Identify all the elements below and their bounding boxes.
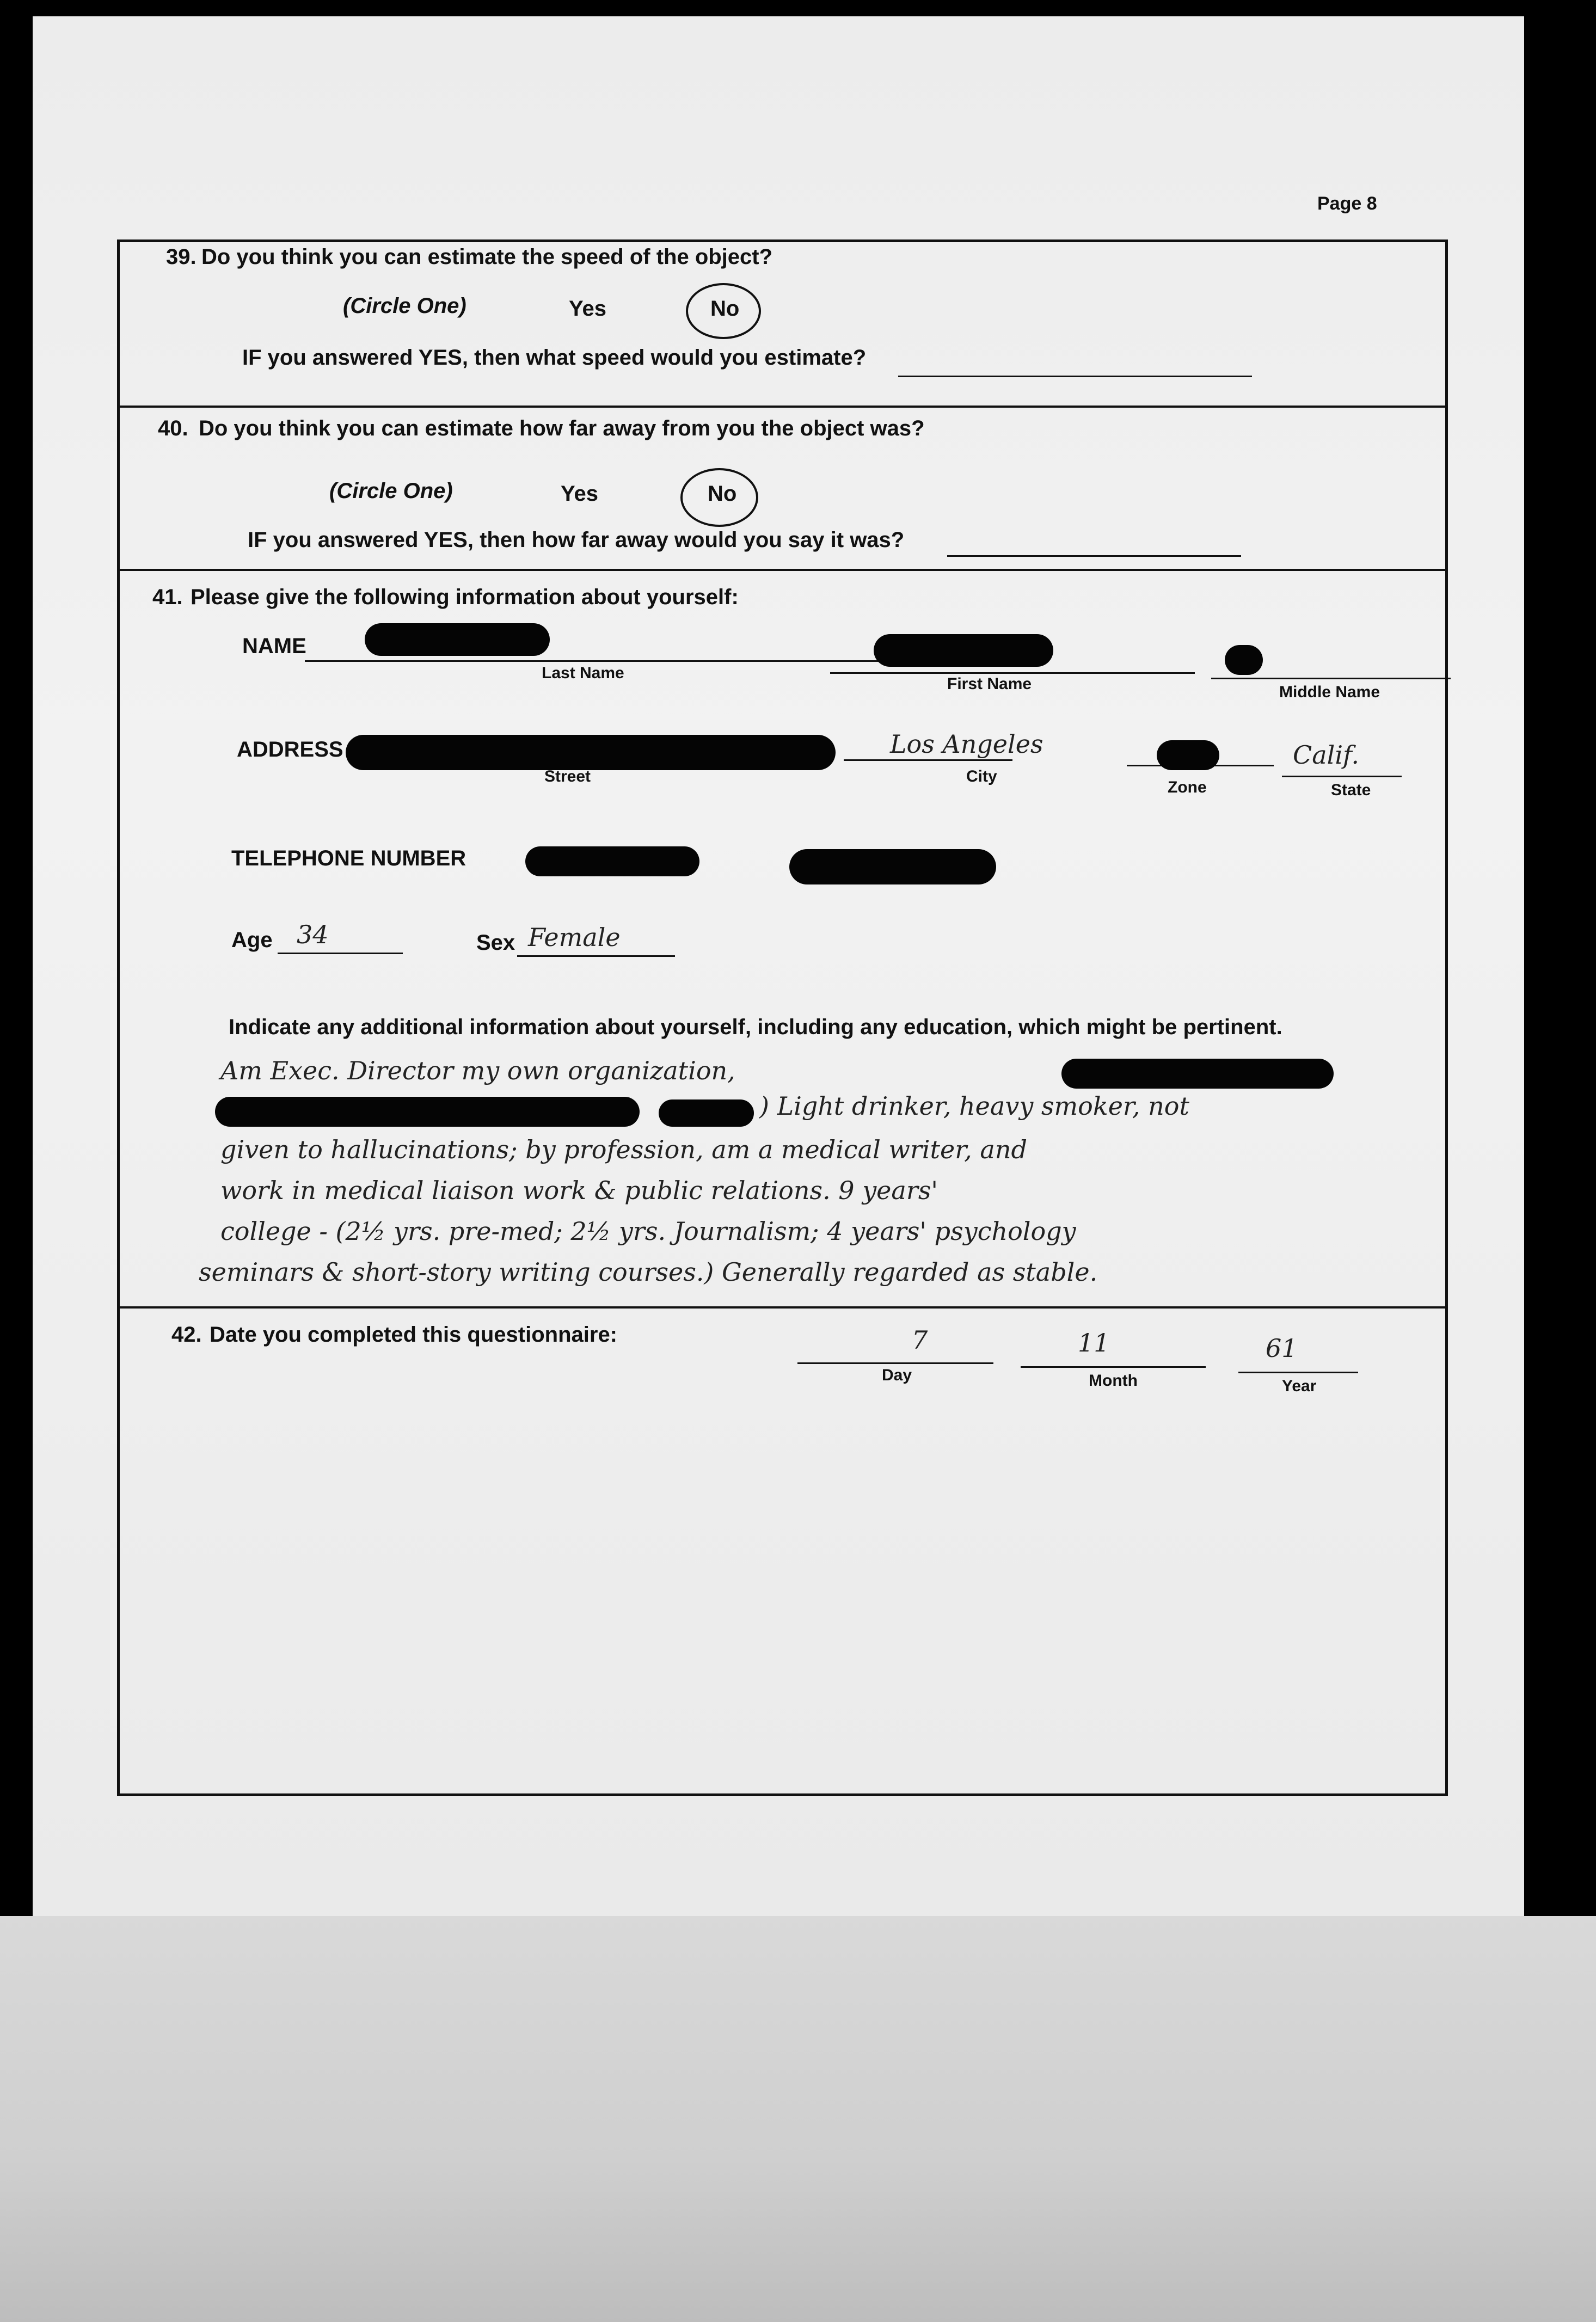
age-label: Age xyxy=(231,928,273,952)
q39-number: 39. xyxy=(166,245,197,269)
month-field[interactable] xyxy=(1021,1366,1206,1368)
q42-question: Date you completed this questionnaire: xyxy=(210,1323,618,1347)
background-sheet xyxy=(0,1916,1596,2322)
q39-question: Do you think you can estimate the speed of the object? xyxy=(201,245,773,269)
q39-circle-one: (Circle One) xyxy=(343,294,466,318)
zone-label: Zone xyxy=(1168,778,1207,796)
redaction-telephone-1 xyxy=(525,846,699,876)
sex-field[interactable] xyxy=(517,955,675,957)
name-label: NAME xyxy=(242,634,306,658)
first-name-field[interactable] xyxy=(830,672,1195,674)
q42-number: 42. xyxy=(171,1323,202,1347)
q40-circle-one: (Circle One) xyxy=(329,479,453,503)
last-name-field[interactable] xyxy=(305,660,914,662)
additional-info-label: Indicate any additional information about yourself, including any education, which might be pertinent. xyxy=(229,1015,1282,1039)
last-name-label: Last Name xyxy=(542,664,624,682)
divider-40-41 xyxy=(120,569,1445,571)
q40-followup: IF you answered YES, then how far away would you say it was? xyxy=(248,528,905,552)
state-value: Calif. xyxy=(1293,740,1360,770)
city-label: City xyxy=(966,767,997,785)
sex-label: Sex xyxy=(476,931,515,955)
year-value: 61 xyxy=(1266,1334,1298,1363)
middle-name-field[interactable] xyxy=(1211,678,1451,679)
additional-line-4: work in medical liaison work & public relations. 9 years' xyxy=(220,1176,938,1205)
month-label: Month xyxy=(1089,1372,1138,1390)
age-value: 34 xyxy=(297,920,329,949)
q41-question: Please give the following information about yourself: xyxy=(191,585,739,609)
q39-followup: IF you answered YES, then what speed would you estimate? xyxy=(242,346,867,370)
additional-line-6: seminars & short-story writing courses.) Generally regarded as stable. xyxy=(199,1257,1098,1287)
telephone-label: TELEPHONE NUMBER xyxy=(231,846,466,870)
state-field[interactable] xyxy=(1282,776,1402,777)
address-label: ADDRESS xyxy=(237,738,343,761)
city-field[interactable] xyxy=(844,759,1012,761)
street-label: Street xyxy=(544,767,591,785)
q39-no-option[interactable]: No xyxy=(710,297,740,321)
age-field[interactable] xyxy=(278,953,403,954)
additional-line-3: given to hallucinations; by profession, am a medical writer, and xyxy=(220,1135,1027,1164)
middle-name-label: Middle Name xyxy=(1279,683,1380,701)
redaction-last-name xyxy=(365,623,550,656)
questionnaire-form xyxy=(117,239,1448,1796)
redaction-organization-1 xyxy=(1061,1059,1334,1089)
divider-41-42 xyxy=(120,1306,1445,1309)
redaction-organization-3 xyxy=(659,1099,754,1127)
year-label: Year xyxy=(1282,1377,1317,1395)
day-label: Day xyxy=(882,1366,912,1384)
city-value: Los Angeles xyxy=(890,729,1043,759)
redaction-telephone-2 xyxy=(789,849,996,884)
q39-speed-field[interactable] xyxy=(898,376,1252,377)
additional-line-5: college - (2½ yrs. pre-med; 2½ yrs. Journalism; 4 years' psychology xyxy=(220,1217,1076,1246)
day-value: 7 xyxy=(912,1325,928,1355)
state-label: State xyxy=(1331,781,1371,799)
redaction-first-name xyxy=(874,634,1053,667)
redaction-organization-2 xyxy=(215,1097,640,1127)
year-field[interactable] xyxy=(1238,1372,1358,1373)
redaction-middle-name xyxy=(1225,645,1263,675)
sex-value: Female xyxy=(528,923,621,952)
page-label: Page 8 xyxy=(1317,193,1377,214)
q39-yes-option[interactable]: Yes xyxy=(569,297,606,321)
q40-number: 40. xyxy=(158,416,188,440)
q40-distance-field[interactable] xyxy=(947,555,1241,557)
q40-yes-option[interactable]: Yes xyxy=(561,482,598,506)
additional-line-2: ) Light drinker, heavy smoker, not xyxy=(759,1091,1189,1121)
q40-question: Do you think you can estimate how far away from you the object was? xyxy=(199,416,925,440)
redaction-zone xyxy=(1157,740,1219,770)
q41-number: 41. xyxy=(152,585,183,609)
redaction-street xyxy=(346,735,836,770)
day-field[interactable] xyxy=(797,1362,993,1364)
q40-no-option[interactable]: No xyxy=(708,482,737,506)
first-name-label: First Name xyxy=(947,675,1032,693)
month-value: 11 xyxy=(1078,1328,1110,1357)
divider-39-40 xyxy=(120,406,1445,408)
additional-line-1: Am Exec. Director my own organization, xyxy=(220,1056,735,1085)
